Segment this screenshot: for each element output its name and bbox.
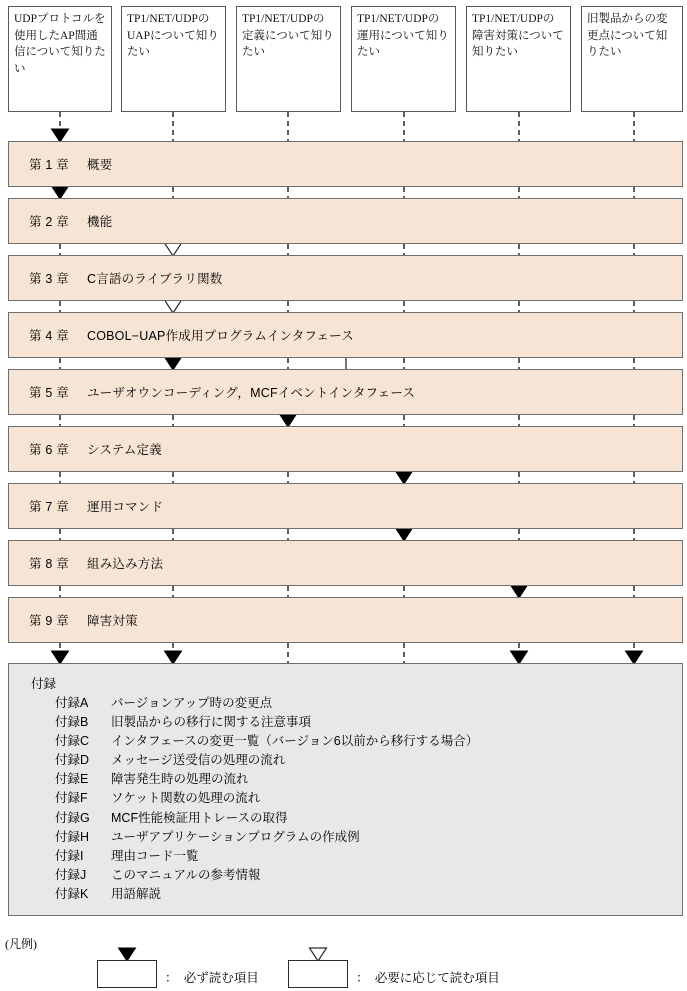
appendix-item-id: 付録H <box>55 829 90 844</box>
chapter-number: 第 5 章 <box>29 386 69 400</box>
chapter-number: 第 2 章 <box>29 215 69 229</box>
appendix-item-text: MCF性能検証用トレースの取得 <box>111 810 288 825</box>
appendix-item[interactable] <box>55 770 682 789</box>
chapter-title: 運用コマンド <box>87 500 164 514</box>
appendix-item[interactable] <box>55 847 682 866</box>
chapter-bar-1[interactable] <box>8 141 683 187</box>
chapter-bar-3[interactable] <box>8 255 683 301</box>
appendix-item-id: 付録B <box>55 715 89 730</box>
legend-optional-box <box>288 960 348 988</box>
appendix-heading: 付録 <box>31 677 57 691</box>
chapter-title: 障害対策 <box>87 614 138 628</box>
appendix-item-text: インタフェースの変更一覧（バージョン6以前から移行する場合） <box>111 734 479 749</box>
appendix-box[interactable] <box>8 663 683 916</box>
legend-optional-label: ： 必要に応じて読む項目 <box>356 971 500 985</box>
appendix-item-text: 旧製品からの移行に関する注意事項 <box>111 715 312 730</box>
chapter-bar-9[interactable] <box>8 597 683 643</box>
appendix-item[interactable] <box>55 866 682 885</box>
appendix-item-id: 付録I <box>55 848 84 863</box>
appendix-item-id: 付録K <box>55 886 89 901</box>
appendix-item-text: メッセージ送受信の処理の流れ <box>111 753 286 768</box>
question-box-5[interactable]: TP1/NET/UDPの障害対策について知りたい <box>466 6 571 112</box>
appendix-item[interactable] <box>55 694 682 713</box>
chapter-bar-7[interactable] <box>8 483 683 529</box>
appendix-item-text: ソケット関数の処理の流れ <box>111 791 261 806</box>
appendix-item-id: 付録C <box>55 734 90 749</box>
appendix-item[interactable] <box>55 885 682 904</box>
appendix-item-id: 付録G <box>55 810 90 825</box>
legend-title: (凡例) <box>5 937 37 951</box>
chapter-title: C言語のライブラリ関数 <box>87 272 223 286</box>
appendix-item-text: バージョンアップ時の変更点 <box>111 696 273 710</box>
appendix-item-id: 付録F <box>55 791 88 806</box>
chapter-title: 機能 <box>87 215 113 229</box>
appendix-item-text: このマニュアルの参考情報 <box>111 867 261 882</box>
chapter-number: 第 7 章 <box>29 500 69 514</box>
chapter-title: システム定義 <box>87 443 162 457</box>
chapter-number: 第 1 章 <box>29 158 69 172</box>
chapter-bar-5[interactable] <box>8 369 683 415</box>
appendix-item-id: 付録E <box>55 772 89 787</box>
appendix-item-id: 付録D <box>55 753 90 768</box>
question-box-2[interactable]: TP1/NET/UDPのUAPについて知りたい <box>121 6 226 112</box>
chapter-number: 第 8 章 <box>29 557 69 571</box>
appendix-item-text: ユーザアプリケーションプログラムの作成例 <box>111 829 360 844</box>
chapter-bar-8[interactable] <box>8 540 683 586</box>
appendix-item[interactable] <box>55 751 682 770</box>
appendix-item[interactable] <box>55 713 682 732</box>
question-box-3[interactable]: TP1/NET/UDPの定義について知りたい <box>236 6 341 112</box>
question-box-6[interactable]: 旧製品からの変更点について知りたい <box>581 6 683 112</box>
chapter-number: 第 4 章 <box>29 329 69 343</box>
chapter-number: 第 6 章 <box>29 443 69 457</box>
chapter-bar-4[interactable] <box>8 312 683 358</box>
legend-required-box <box>97 960 157 988</box>
chapter-number: 第 3 章 <box>29 272 69 286</box>
appendix-item[interactable] <box>55 828 682 847</box>
chapter-title: 組み込み方法 <box>87 557 164 571</box>
appendix-item[interactable] <box>55 809 682 828</box>
appendix-item-text: 用語解説 <box>111 886 162 901</box>
appendix-item-text: 障害発生時の処理の流れ <box>111 772 249 787</box>
legend-required-label: ： 必ず読む項目 <box>165 971 259 985</box>
appendix-item-id: 付録J <box>55 867 87 882</box>
appendix-item-text: 理由コード一覧 <box>111 848 199 863</box>
appendix-item-list <box>9 694 682 904</box>
question-box-1[interactable]: UDPプロトコルを使用したAP間通信について知りたい <box>8 6 112 112</box>
chapter-title: 概要 <box>87 158 113 172</box>
chapter-title: ユーザオウンコーディング，MCFイベントインタフェース <box>87 386 416 400</box>
appendix-item[interactable] <box>55 732 682 751</box>
chapter-bar-6[interactable] <box>8 426 683 472</box>
chapter-title: COBOL−UAP作成用プログラムインタフェース <box>87 329 354 343</box>
chapter-bar-2[interactable] <box>8 198 683 244</box>
appendix-item-id: 付録A <box>55 696 89 710</box>
question-box-4[interactable]: TP1/NET/UDPの運用について知りたい <box>351 6 456 112</box>
chapter-number: 第 9 章 <box>29 614 69 628</box>
appendix-item[interactable] <box>55 789 682 808</box>
